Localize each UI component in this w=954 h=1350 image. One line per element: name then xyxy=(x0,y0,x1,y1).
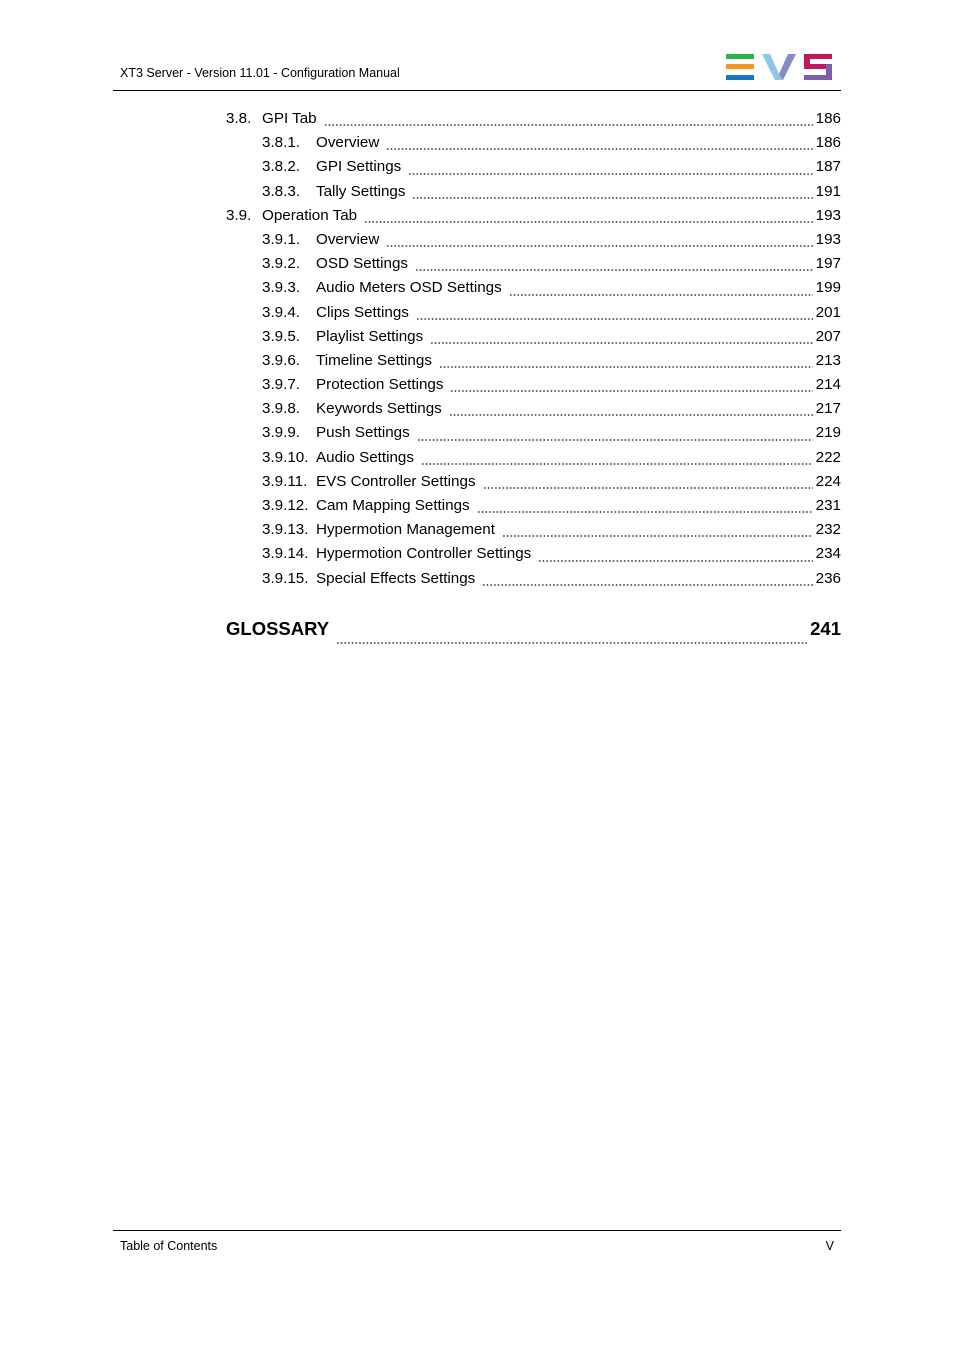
toc-entry-glossary[interactable] xyxy=(226,618,841,648)
toc-entry-number: 3.9. xyxy=(226,206,252,224)
toc-entry-title: Playlist Settings xyxy=(316,327,424,345)
toc-entry-number: 3.8. xyxy=(226,110,252,127)
header-title: XT3 Server - Version 11.01 - Configuration Manual xyxy=(120,66,400,80)
toc-entry-title: Protection Settings xyxy=(316,376,444,394)
toc-entry-title: Special Effects Settings xyxy=(316,569,476,587)
toc-entry-page: 234 xyxy=(815,545,841,563)
toc-entry-number: 3.9.4. xyxy=(262,303,300,321)
toc-entry-title: GPI Settings xyxy=(316,158,402,176)
toc-entry-page: 214 xyxy=(815,376,841,394)
toc-entry-number: 3.9.11. xyxy=(262,472,308,490)
toc-entry-page: 231 xyxy=(815,497,841,514)
toc-entry-page: 187 xyxy=(815,158,841,176)
evs-logo xyxy=(726,52,834,82)
toc-entry[interactable] xyxy=(226,326,841,350)
toc-entry-page: 193 xyxy=(815,230,841,248)
toc-entry-title: Overview xyxy=(316,134,380,152)
toc-entry[interactable] xyxy=(226,471,841,495)
dot-leader xyxy=(439,366,813,368)
toc-entry-page: 186 xyxy=(815,134,841,152)
dot-leader xyxy=(412,197,812,199)
toc-entry-number: 3.9.3. xyxy=(262,279,300,297)
dot-leader xyxy=(430,342,812,344)
toc-entry-title: OSD Settings xyxy=(316,255,409,273)
dot-leader xyxy=(324,124,813,126)
toc-entry-page: 241 xyxy=(810,617,841,639)
dot-leader xyxy=(417,439,813,441)
dot-leader xyxy=(538,560,812,562)
toc-entry[interactable] xyxy=(226,156,841,180)
toc-entry-title: Overview xyxy=(316,230,380,248)
toc-entry-page: 201 xyxy=(815,303,841,321)
toc-entry[interactable] xyxy=(226,132,841,156)
toc-entry-page: 219 xyxy=(815,424,841,442)
toc-entry-page: 197 xyxy=(815,255,841,273)
toc-entry-number: 3.9.7. xyxy=(262,376,300,394)
toc-entry-number: 3.9.14. xyxy=(262,545,309,563)
dot-leader xyxy=(386,148,812,150)
dot-leader xyxy=(449,414,813,416)
toc-entry-page: 222 xyxy=(815,448,841,466)
toc-entry-number: 3.9.10. xyxy=(262,448,309,466)
toc-entry-title: GLOSSARY xyxy=(226,617,330,639)
toc-entry[interactable] xyxy=(226,398,841,422)
toc-entry-title: Audio Settings xyxy=(316,448,414,466)
toc-entry-page: 232 xyxy=(815,521,841,539)
toc-entry-page: 191 xyxy=(815,182,841,200)
toc-entry-title: Audio Meters OSD Settings xyxy=(316,279,502,297)
toc-entry[interactable] xyxy=(226,447,841,471)
dot-leader xyxy=(416,318,813,320)
dot-leader xyxy=(509,294,813,296)
dot-leader xyxy=(477,511,813,513)
toc-entry-title: EVS Controller Settings xyxy=(316,472,476,490)
toc-entry[interactable] xyxy=(226,108,841,132)
toc-entry[interactable] xyxy=(226,543,841,567)
toc-entry-page: 236 xyxy=(815,569,841,587)
toc-entry-title: Operation Tab xyxy=(262,206,358,224)
toc-entry-number: 3.9.6. xyxy=(262,351,300,369)
toc-entry-number: 3.9.13. xyxy=(262,521,309,539)
toc-entry[interactable] xyxy=(226,205,841,229)
toc-entry-number: 3.9.15. xyxy=(262,569,309,587)
dot-leader xyxy=(483,487,813,489)
dot-leader xyxy=(364,221,813,223)
toc-entry[interactable] xyxy=(226,253,841,277)
footer-section: Table of Contents xyxy=(120,1239,218,1253)
footer-page-number: V xyxy=(825,1239,834,1253)
page-footer xyxy=(113,1230,841,1261)
table-of-contents xyxy=(226,108,841,648)
dot-leader xyxy=(408,173,812,175)
toc-entry-title: Cam Mapping Settings xyxy=(316,497,470,514)
toc-entry[interactable] xyxy=(226,181,841,205)
toc-entry-title: Keywords Settings xyxy=(316,400,442,418)
toc-entry-number: 3.9.8. xyxy=(262,400,300,418)
toc-entry-title: Hypermotion Controller Settings xyxy=(316,545,532,563)
toc-entry-number: 3.9.1. xyxy=(262,230,300,248)
toc-entry-page: 199 xyxy=(815,279,841,297)
toc-entry[interactable] xyxy=(226,495,841,519)
toc-entry-title: GPI Tab xyxy=(262,110,317,127)
toc-entry-title: Push Settings xyxy=(316,424,410,442)
dot-leader xyxy=(386,245,812,247)
toc-entry-number: 3.9.12. xyxy=(262,497,309,514)
toc-entry-number: 3.8.1. xyxy=(262,134,300,152)
toc-entry-page: 186 xyxy=(815,110,841,127)
toc-entry-number: 3.8.2. xyxy=(262,158,300,176)
toc-entry[interactable] xyxy=(226,350,841,374)
dot-leader xyxy=(336,642,807,644)
dot-leader xyxy=(450,390,812,392)
toc-entry[interactable] xyxy=(226,422,841,446)
toc-entry-number: 3.8.3. xyxy=(262,182,300,200)
toc-entry[interactable] xyxy=(226,568,841,592)
toc-entry-title: Timeline Settings xyxy=(316,351,432,369)
toc-entry-number: 3.9.2. xyxy=(262,255,300,273)
toc-entry-page: 213 xyxy=(815,351,841,369)
toc-entry[interactable] xyxy=(226,519,841,543)
toc-entry[interactable] xyxy=(226,229,841,253)
toc-entry-title: Tally Settings xyxy=(316,182,406,200)
dot-leader xyxy=(502,535,813,537)
toc-entry-page: 224 xyxy=(815,472,841,490)
toc-entry-number: 3.9.5. xyxy=(262,327,300,345)
dot-leader xyxy=(415,269,813,271)
toc-entry[interactable] xyxy=(226,277,841,301)
toc-entry-title: Hypermotion Management xyxy=(316,521,495,539)
toc-entry-page: 207 xyxy=(815,327,841,345)
toc-entry-number: 3.9.9. xyxy=(262,424,300,442)
toc-entry-title: Clips Settings xyxy=(316,303,409,321)
toc-entry[interactable] xyxy=(226,374,841,398)
dot-leader xyxy=(482,584,812,586)
page-header xyxy=(113,50,841,91)
toc-entry-page: 193 xyxy=(815,206,841,224)
toc-entry-page: 217 xyxy=(815,400,841,418)
dot-leader xyxy=(421,463,813,465)
toc-entry[interactable] xyxy=(226,302,841,326)
